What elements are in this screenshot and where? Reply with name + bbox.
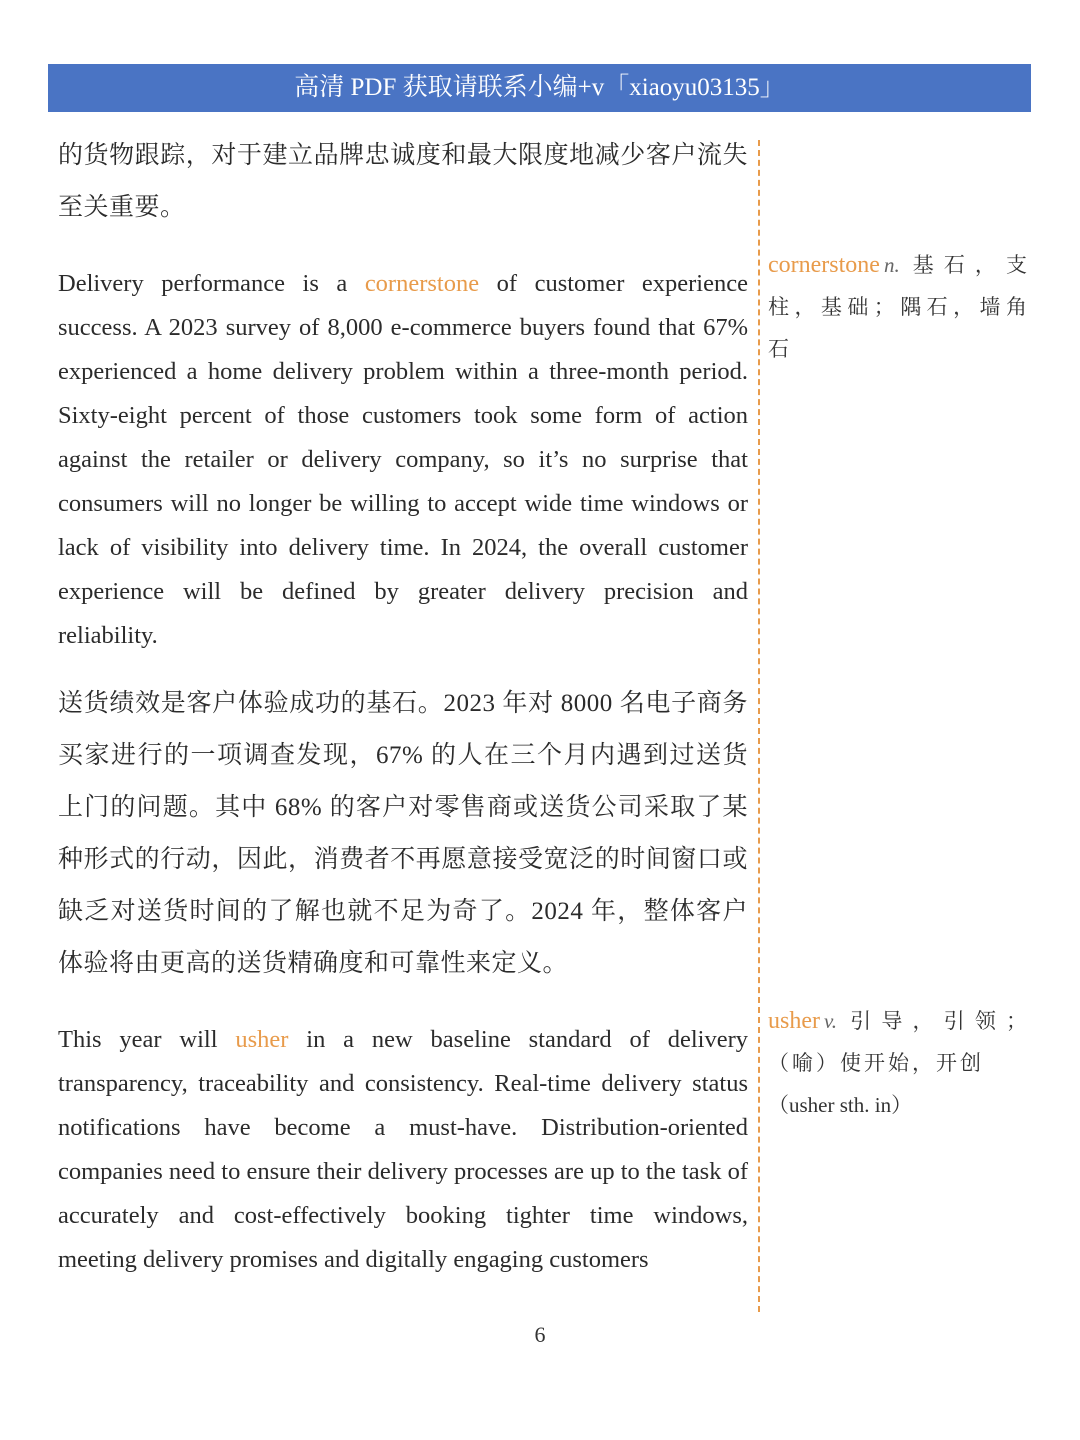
highlight-word-cornerstone: cornerstone: [364, 270, 480, 297]
paragraph-zh-1: 的货物跟踪，对于建立品牌忠诚度和最大限度地减少客户流失至关重要。: [58, 142, 748, 221]
gloss-word: cornerstone: [768, 252, 880, 278]
paragraph-zh-2: 送货绩效是客户体验成功的基石。2023 年对 8000 名电子商务买家进行的一项调查发现，67% 的人在三个月内遇到过送货上门的问题。其中 68% 的客户对零售商或送货公司采取了某种形式的行动，因此，消费者不再愿意接受宽泛的时间窗口或缺乏对送货时间的了解也就不足为奇了。2024 年，整体客户体验将由更高的送货精确度和可靠性来定义。: [58, 690, 748, 977]
page-number: 6: [534, 1322, 546, 1347]
paragraph-en-2: [58, 1018, 748, 1282]
gloss-word: usher: [768, 1008, 820, 1034]
paragraph-en-2-text-a: This year will: [58, 1026, 236, 1053]
gloss-pos: v.: [823, 1009, 837, 1033]
header-banner-text: 高清 PDF 获取请联系小编+v「xiaoyu03135」: [294, 74, 785, 101]
gloss-example: （usher sth. in）: [768, 1093, 913, 1117]
main-text-column: [58, 130, 748, 1282]
paragraph-en-2-text-b: in a new baseline standard of delivery transparency, traceability and consistency. Real-time delivery status notifications have become a must-have. Distribution-oriented companies need to ensure their delivery processes are up to the task of accurately and cost-effectively booking tighter time windows, meeting delivery promises and digitally engaging customers: [58, 1026, 749, 1273]
gloss-definition: 基石，支柱，基础；隅石，墙角石: [768, 253, 1030, 361]
paragraph-en-1-text-a: Delivery performance is a: [58, 270, 365, 297]
header-banner: [48, 64, 1031, 112]
gloss-entry-cornerstone: [768, 244, 1030, 370]
paragraph-en-1: [58, 262, 748, 658]
gloss-definition: 引导，引领；（喻）使开始，开创: [768, 1009, 1030, 1075]
gloss-entry-usher: [768, 1000, 1030, 1126]
gloss-pos: n.: [883, 253, 900, 277]
paragraph-en-1-text-b: of customer experience success. A 2023 survey of 8,000 e-commerce buyers found that 67% experienced a home delivery problem within a three-month period. Sixty-eight percent of those customers took some form of action against the retailer or delivery company, so it’s no surprise that consumers will no longer be willing to accept wide time windows or lack of visibility into delivery time. In 2024, the overall customer experience will be defined by greater delivery precision and reliability.: [58, 270, 748, 649]
column-divider: [758, 140, 760, 1312]
highlight-word-usher: usher: [235, 1026, 289, 1053]
